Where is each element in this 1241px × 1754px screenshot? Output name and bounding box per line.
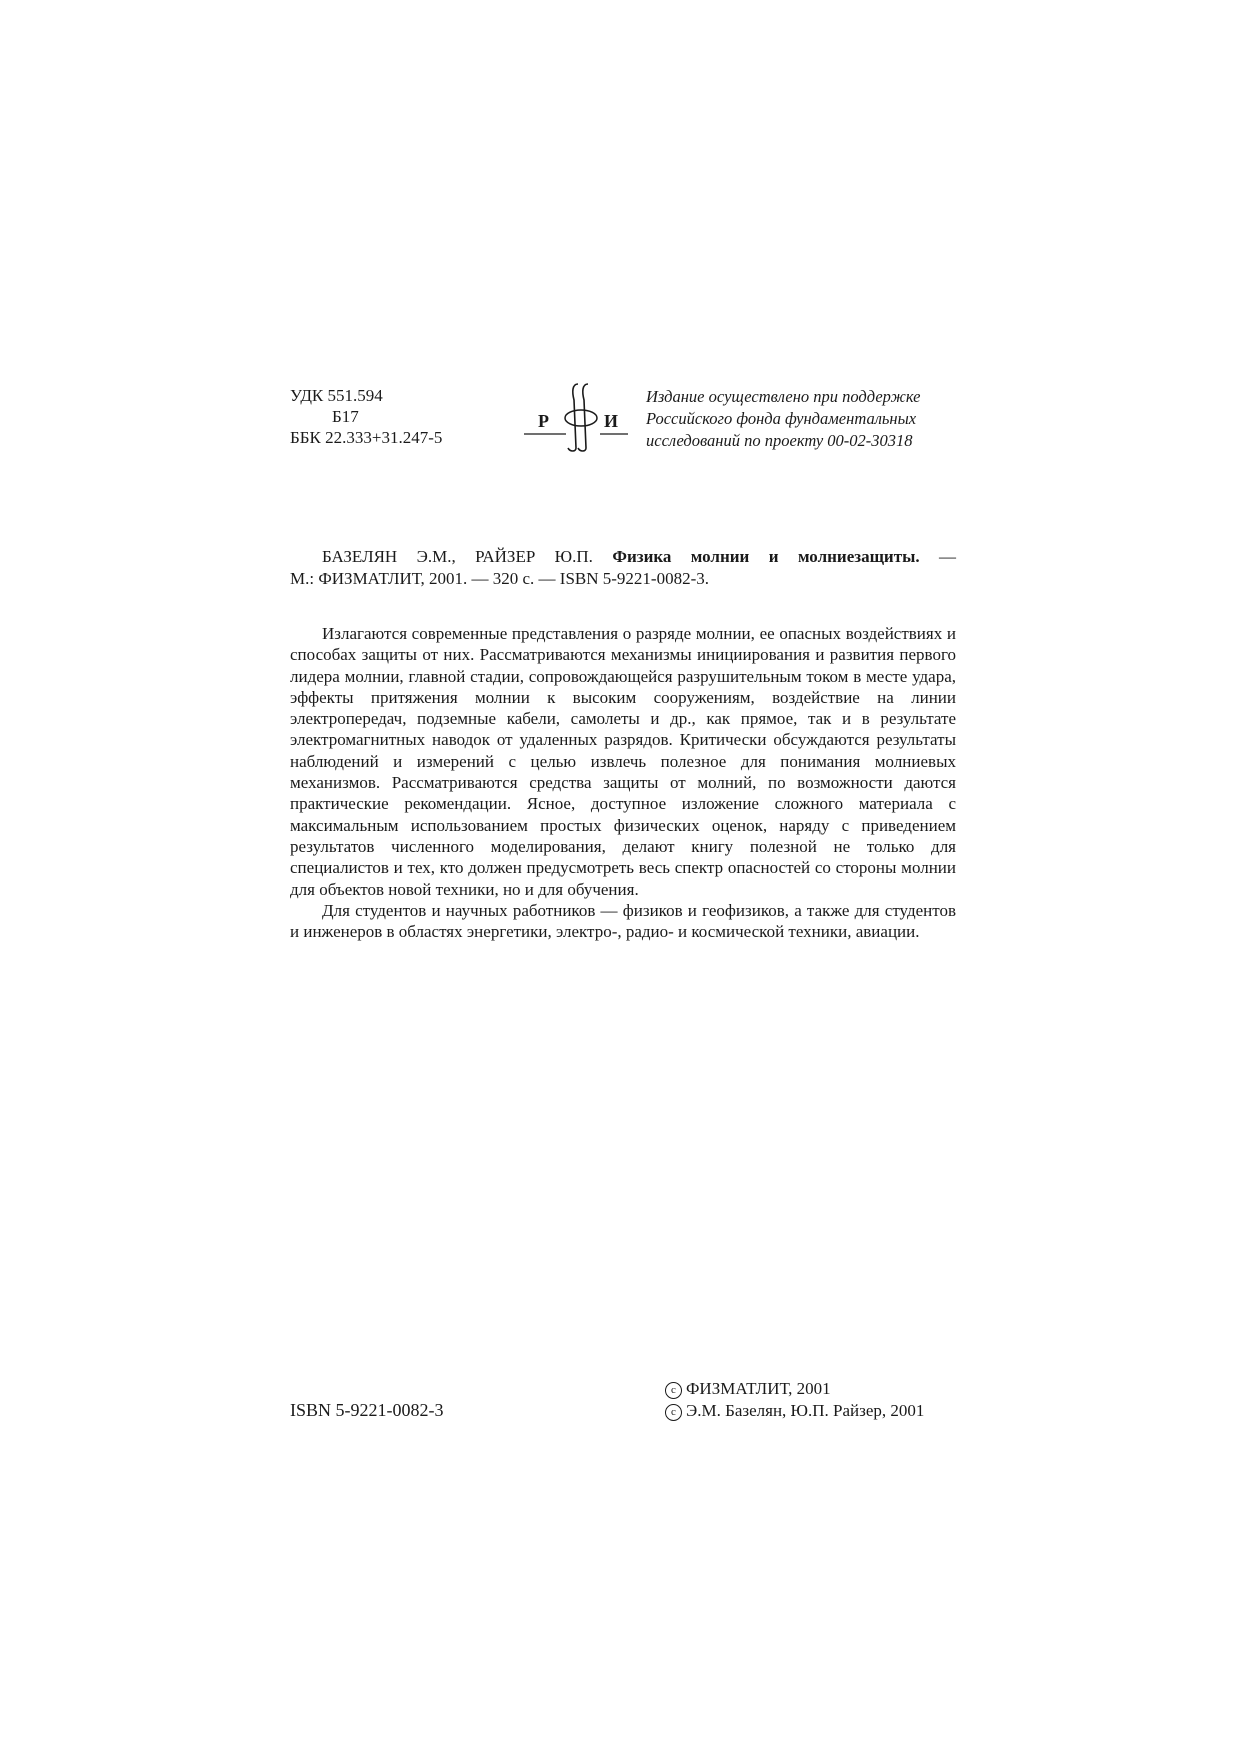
abstract [290, 623, 956, 942]
support-line-2: Российского фонда фундаментальных [646, 409, 917, 428]
logo-letter-r: Р [538, 411, 549, 431]
logo-letter-i: И [604, 411, 619, 431]
imprint: М.: ФИЗМАТЛИТ, 2001. — 320 с. — ISBN 5-9221-0082-3. [290, 569, 709, 588]
copyright-holder-2: Э.М. Базелян, Ю.П. Райзер, 2001 [686, 1401, 925, 1420]
copyright-icon: c [665, 1382, 682, 1399]
udk-code: УДК 551.594 [290, 386, 383, 405]
authors: БАЗЕЛЯН Э.М., РАЙЗЕР Ю.П. [322, 547, 593, 566]
bbk-code: ББК 22.333+31.247-5 [290, 428, 443, 447]
copyright-holder-1: ФИЗМАТЛИТ, 2001 [686, 1379, 831, 1398]
copyright-block [665, 1378, 924, 1422]
book-title: Физика молнии и молниезащиты. [612, 547, 920, 566]
isbn: ISBN 5-9221-0082-3 [290, 1400, 444, 1420]
author-mark: Б17 [332, 407, 359, 426]
bibliographic-record [290, 546, 956, 590]
abstract-paragraph-2: Для студентов и научных работников — физиков и геофизиков, а также для студентов и инженеров в областях энергетики, электро-, радио- и космической техники, авиации. [290, 900, 956, 942]
copyright-line-2 [665, 1400, 924, 1422]
copyright-icon: c [665, 1404, 682, 1421]
copyright-line-1 [665, 1378, 924, 1400]
logo-letter-f: Ф [520, 382, 521, 383]
classification-block [290, 385, 442, 448]
support-note [646, 386, 920, 452]
abstract-paragraph-1: Излагаются современные представления о разряде молнии, ее опасных воздействиях и способах защиты от них. Рассматриваются механизмы инициирования и развития первого лидера молнии, главной стадии, сопровождающейся разрушительным током в месте удара, эффекты притяжения молнии к высоким сооружениям, воздействие на линии электропередач, подземные кабели, самолеты и др., как прямое, так и в результате электромагнитных наводок от удаленных разрядов. Критически обсуждаются результаты наблюдений и измерений с целью извлечь полезное для понимания молниевых механизмов. Рассматриваются средства защиты от молний, по возможности даются практические рекомендации. Ясное, доступное изложение сложного материала с максимальным использованием простых физических оценок, наряду с приведением результатов численного моделирования, делают книгу полезной не только для специалистов и тех, кто должен предусмотреть весь спектр опасностей со стороны молнии для объектов новой техники, но и для обучения. [290, 624, 956, 899]
title-dash: — [919, 547, 957, 566]
support-line-3: исследований по проекту 00-02-30318 [646, 431, 913, 450]
rffi-logo [520, 382, 630, 452]
support-line-1: Издание осуществлено при поддержке [646, 387, 921, 406]
bibliographic-line-1 [290, 546, 956, 568]
